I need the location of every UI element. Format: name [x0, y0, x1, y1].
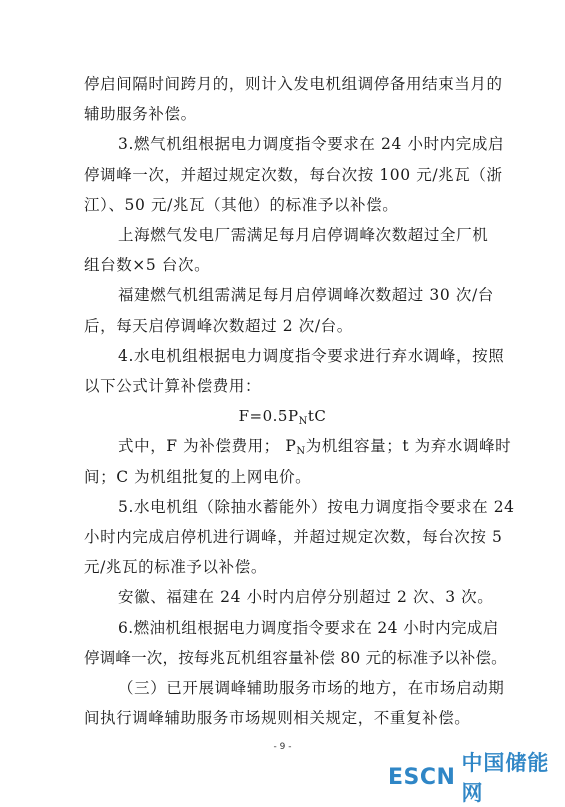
paragraph-line: 停启间隔时间跨月的，则计入发电机组调停备用结束当月的 [84, 75, 503, 93]
watermark-latin: ESCN [388, 764, 456, 790]
paragraph-line: 停调峰一次，按每兆瓦机组容量补偿 80 元的标准予以补偿。 [84, 649, 507, 667]
paragraph-line: 以下公式计算补偿费用： [84, 377, 262, 395]
pn-subscript: N [296, 446, 306, 457]
paragraph-line: 停调峰一次，并超过规定次数，每台次按 100 元/兆瓦（浙 [84, 166, 503, 184]
paragraph-line: 后，每天启停调峰次数超过 2 次/台。 [84, 317, 353, 335]
formula-suffix: tC [307, 407, 327, 425]
paragraph-line: 3.燃气机组根据电力调度指令要求在 24 小时内完成启 [118, 135, 505, 153]
page-number: - 9 - [273, 742, 292, 752]
pn-base: P [285, 437, 297, 455]
paragraph-line: 小时内完成启停机进行调峰，并超过规定次数，每台次按 5 [84, 528, 503, 546]
paragraph-line: 间执行调峰辅助服务市场规则相关规定，不重复补偿。 [84, 709, 471, 727]
paragraph-line: 4.水电机组根据电力调度指令要求进行弃水调峰，按照 [118, 347, 505, 365]
paragraph-line: 6.燃油机组根据电力调度指令要求在 24 小时内完成启 [118, 619, 499, 637]
paragraph-line: 安徽、福建在 24 小时内启停分别超过 2 次、3 次。 [118, 588, 494, 606]
paragraph-line: 上海燃气发电厂需满足每月启停调峰次数超过全厂机 [118, 226, 489, 244]
paragraph-line: 间；C 为机组批复的上网电价。 [84, 468, 312, 486]
paragraph-line: 组台数×5 台次。 [84, 256, 211, 274]
watermark-cjk: 中国储能网 [461, 751, 550, 805]
formula-prefix: F=0.5P [238, 407, 299, 425]
paragraph-line: 江）、50 元/兆瓦（其他）的标准予以补偿。 [84, 196, 399, 214]
escn-watermark [388, 751, 565, 805]
paragraph-line: 元/兆瓦的标准予以补偿。 [84, 558, 267, 576]
formula-subscript: N [298, 416, 308, 427]
paragraph-line: 5.水电机组（除抽水蓄能外）按电力调度指令要求在 24 [118, 498, 515, 516]
definition-part-1: 式中，F 为补偿费用； [118, 437, 280, 455]
definition-part-2: 为机组容量；t 为弃水调峰时 [305, 437, 512, 455]
paragraph-line: 福建燃气机组需满足每月启停调峰次数超过 30 次/台 [118, 286, 494, 304]
compensation-formula [0, 406, 565, 432]
paragraph-line: （三）已开展调峰辅助服务市场的地方，在市场启动期 [118, 679, 505, 697]
paragraph-line: 辅助服务补偿。 [84, 105, 197, 123]
definition-line [118, 436, 511, 462]
pn-symbol [285, 437, 305, 455]
